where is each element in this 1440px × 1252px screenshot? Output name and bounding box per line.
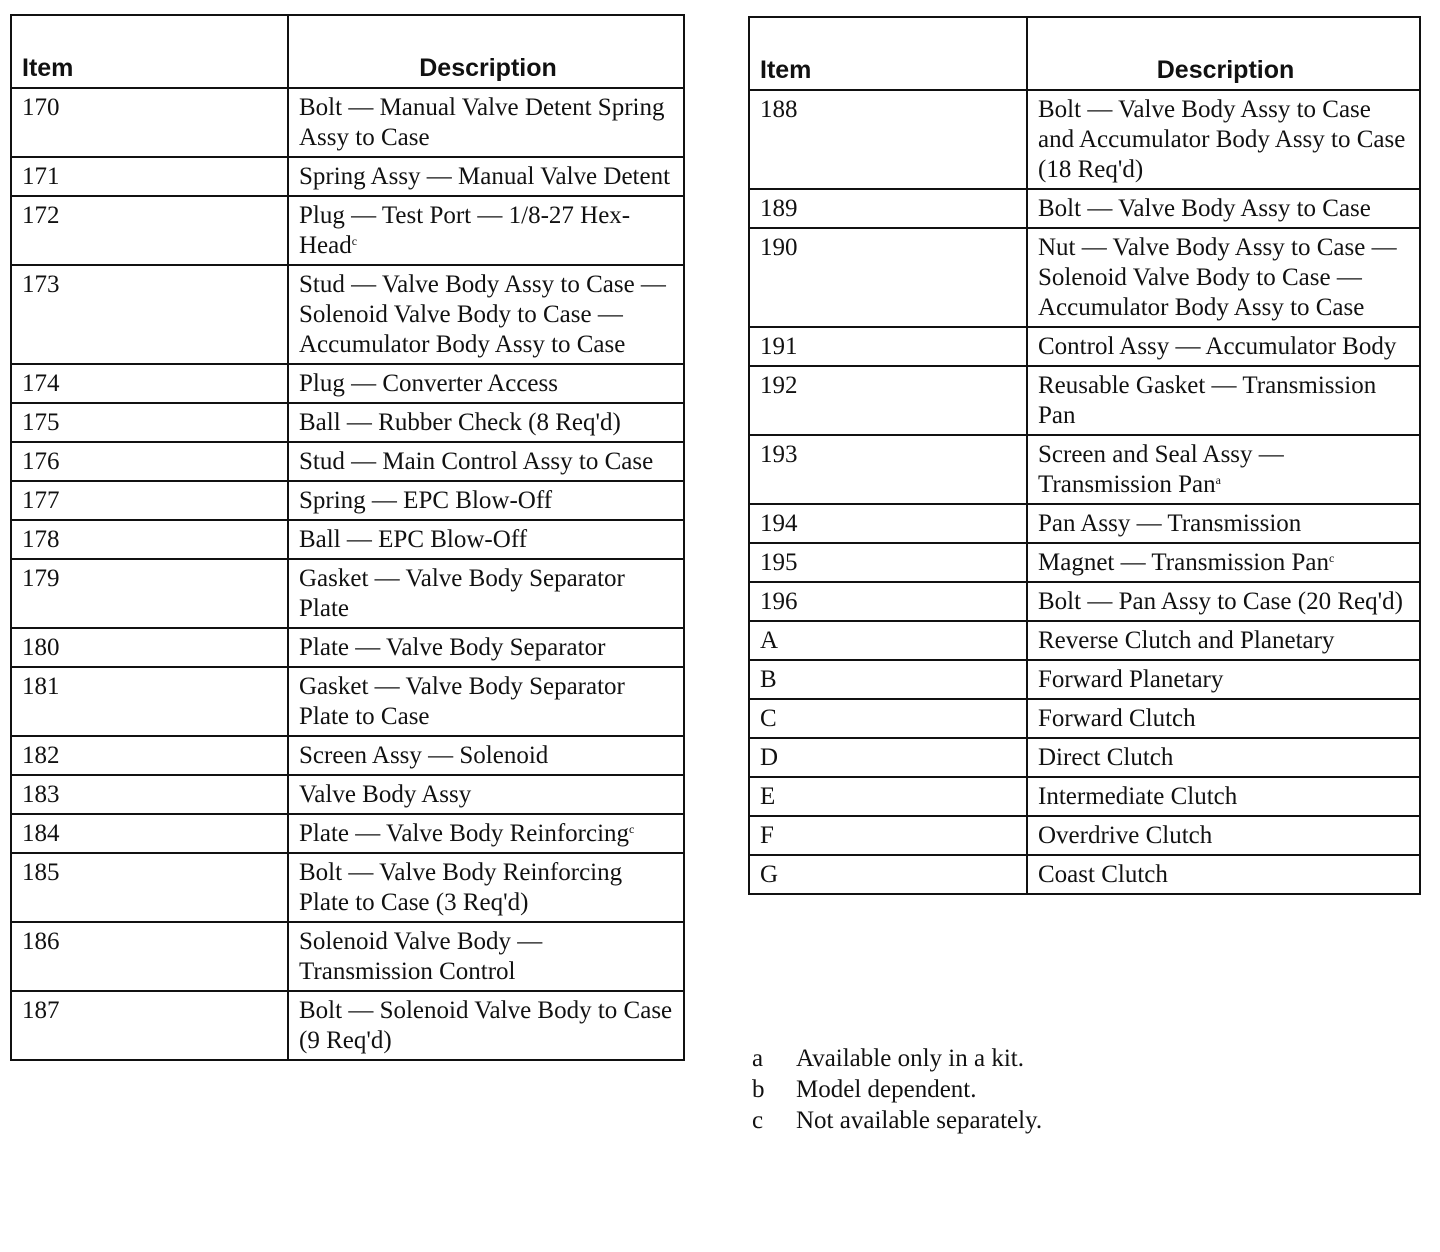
header-row: [749, 17, 1420, 90]
item-number: 176: [11, 442, 288, 481]
table-row: [11, 559, 684, 628]
table-row: [749, 582, 1420, 621]
description-text: Pan Assy — Transmission: [1038, 510, 1302, 537]
parts-table-left: [10, 14, 685, 1061]
item-description: [1027, 543, 1420, 582]
description-text: Spring — EPC Blow-Off: [299, 487, 553, 514]
description-text: Control Assy — Accumulator Body: [1038, 333, 1397, 360]
item-column-header: Item: [11, 15, 288, 88]
table-row: [11, 88, 684, 157]
table-row: [11, 442, 684, 481]
description-text: Plate — Valve Body Separator: [299, 634, 606, 661]
table-row: [11, 814, 684, 853]
table-row: [11, 628, 684, 667]
table-row: [11, 775, 684, 814]
item-description: [1027, 777, 1420, 816]
table-row: [749, 543, 1420, 582]
item-description: [1027, 699, 1420, 738]
item-description: [288, 559, 684, 628]
item-description: [1027, 90, 1420, 189]
item-number: 189: [749, 189, 1027, 228]
description-text: Gasket — Valve Body Separator Plate: [299, 565, 625, 622]
item-number: 181: [11, 667, 288, 736]
item-description: [1027, 621, 1420, 660]
footnote: [752, 1105, 1042, 1136]
footnote-text: Not available separately.: [796, 1107, 1043, 1134]
item-description: [1027, 189, 1420, 228]
item-number: 178: [11, 520, 288, 559]
footnote: [752, 1074, 1042, 1105]
table-row: [749, 699, 1420, 738]
table-row: [749, 621, 1420, 660]
item-description: [288, 265, 684, 364]
table-row: [749, 90, 1420, 189]
description-text: Solenoid Valve Body — Transmission Control: [299, 928, 543, 985]
description-text: Forward Clutch: [1038, 705, 1196, 732]
table-row: [11, 403, 684, 442]
item-description: [288, 481, 684, 520]
description-text: Bolt — Valve Body Assy to Case: [1038, 195, 1371, 222]
item-description: [1027, 855, 1420, 894]
item-description: [288, 157, 684, 196]
description-text: Stud — Valve Body Assy to Case — Solenoid Valve Body to Case — Accumulator Body Assy to Case: [299, 271, 666, 358]
item-description: [1027, 366, 1420, 435]
item-number: 195: [749, 543, 1027, 582]
item-number: D: [749, 738, 1027, 777]
item-number: E: [749, 777, 1027, 816]
header-row: [11, 15, 684, 88]
description-text: Screen Assy — Solenoid: [299, 742, 549, 769]
description-column-header: Description: [1027, 17, 1420, 90]
footnote-marker: c: [629, 822, 635, 836]
item-description: [288, 88, 684, 157]
table-row: [11, 196, 684, 265]
item-number: 180: [11, 628, 288, 667]
item-description: [1027, 435, 1420, 504]
description-text: Nut — Valve Body Assy to Case — Solenoid Valve Body to Case — Accumulator Body Assy to Case: [1038, 234, 1397, 321]
table-row: [749, 435, 1420, 504]
table-row: [11, 736, 684, 775]
footnote-marker: a: [1215, 473, 1221, 487]
table-row: [749, 504, 1420, 543]
item-number: 196: [749, 582, 1027, 621]
footnote: [752, 1043, 1042, 1074]
item-number: 173: [11, 265, 288, 364]
item-number: 194: [749, 504, 1027, 543]
description-text: Reverse Clutch and Planetary: [1038, 627, 1335, 654]
description-text: Stud — Main Control Assy to Case: [299, 448, 654, 475]
table-row: [11, 991, 684, 1060]
item-number: 187: [11, 991, 288, 1060]
table-row: [749, 366, 1420, 435]
table-row: [11, 364, 684, 403]
item-number: 192: [749, 366, 1027, 435]
description-text: Intermediate Clutch: [1038, 783, 1238, 810]
item-description: [1027, 660, 1420, 699]
table-row: [11, 853, 684, 922]
item-number: 183: [11, 775, 288, 814]
item-description: [288, 364, 684, 403]
item-number: 177: [11, 481, 288, 520]
footnotes: [752, 1043, 1042, 1136]
description-text: Plug — Test Port — 1/8-27 Hex-Head: [299, 202, 631, 259]
item-description: [288, 775, 684, 814]
description-text: Plug — Converter Access: [299, 370, 558, 397]
item-description: [288, 442, 684, 481]
description-text: Bolt — Valve Body Reinforcing Plate to Case (3 Req'd): [299, 859, 623, 916]
item-description: [1027, 738, 1420, 777]
item-number: 179: [11, 559, 288, 628]
description-text: Bolt — Valve Body Assy to Case and Accumulator Body Assy to Case (18 Req'd): [1038, 96, 1406, 183]
description-text: Bolt — Solenoid Valve Body to Case (9 Req'd): [299, 997, 673, 1054]
description-text: Magnet — Transmission Pan: [1038, 549, 1330, 576]
item-number: 185: [11, 853, 288, 922]
table-row: [749, 327, 1420, 366]
table-row: [749, 228, 1420, 327]
item-number: 172: [11, 196, 288, 265]
footnote-key: c: [752, 1107, 764, 1134]
parts-table-right: [748, 16, 1421, 895]
item-number: F: [749, 816, 1027, 855]
description-text: Ball — Rubber Check (8 Req'd): [299, 409, 621, 436]
item-description: [1027, 816, 1420, 855]
description-text: Spring Assy — Manual Valve Detent: [299, 163, 671, 190]
description-text: Screen and Seal Assy — Transmission Pan: [1038, 441, 1284, 498]
description-text: Coast Clutch: [1038, 861, 1168, 888]
table-row: [11, 922, 684, 991]
item-number: 186: [11, 922, 288, 991]
item-number: G: [749, 855, 1027, 894]
item-number: 190: [749, 228, 1027, 327]
item-description: [288, 520, 684, 559]
item-description: [288, 814, 684, 853]
item-number: 188: [749, 90, 1027, 189]
item-number: 184: [11, 814, 288, 853]
description-text: Bolt — Manual Valve Detent Spring Assy to Case: [299, 94, 665, 151]
item-number: 171: [11, 157, 288, 196]
item-description: [1027, 582, 1420, 621]
item-description: [288, 196, 684, 265]
table-row: [11, 667, 684, 736]
item-description: [288, 853, 684, 922]
description-text: Plate — Valve Body Reinforcing: [299, 820, 630, 847]
item-number: 191: [749, 327, 1027, 366]
table-row: [11, 265, 684, 364]
table-row: [11, 157, 684, 196]
item-description: [288, 667, 684, 736]
item-description: [288, 736, 684, 775]
footnote-key: a: [752, 1045, 764, 1072]
description-text: Reusable Gasket — Transmission Pan: [1038, 372, 1377, 429]
item-column-header: Item: [749, 17, 1027, 90]
item-number: 182: [11, 736, 288, 775]
item-number: 174: [11, 364, 288, 403]
table-row: [11, 481, 684, 520]
item-number: 170: [11, 88, 288, 157]
footnote-marker: c: [1329, 551, 1335, 565]
footnote-text: Model dependent.: [796, 1076, 977, 1103]
footnote-text: Available only in a kit.: [796, 1045, 1024, 1072]
table-row: [749, 189, 1420, 228]
table-row: [11, 520, 684, 559]
item-description: [1027, 327, 1420, 366]
description-text: Ball — EPC Blow-Off: [299, 526, 528, 553]
item-number: 175: [11, 403, 288, 442]
description-text: Overdrive Clutch: [1038, 822, 1213, 849]
item-number: B: [749, 660, 1027, 699]
table-row: [749, 660, 1420, 699]
item-number: 193: [749, 435, 1027, 504]
description-text: Gasket — Valve Body Separator Plate to Case: [299, 673, 625, 730]
footnote-marker: c: [351, 234, 358, 248]
table-row: [749, 816, 1420, 855]
description-column-header: Description: [288, 15, 684, 88]
table-row: [749, 777, 1420, 816]
item-description: [288, 403, 684, 442]
table-row: [749, 855, 1420, 894]
item-description: [1027, 228, 1420, 327]
description-text: Direct Clutch: [1038, 744, 1174, 771]
item-description: [1027, 504, 1420, 543]
item-number: C: [749, 699, 1027, 738]
item-description: [288, 628, 684, 667]
footnote-key: b: [752, 1076, 765, 1103]
description-text: Valve Body Assy: [299, 781, 472, 808]
item-number: A: [749, 621, 1027, 660]
item-description: [288, 991, 684, 1060]
description-text: Forward Planetary: [1038, 666, 1224, 693]
table-row: [749, 738, 1420, 777]
item-description: [288, 922, 684, 991]
description-text: Bolt — Pan Assy to Case (20 Req'd): [1038, 588, 1403, 615]
